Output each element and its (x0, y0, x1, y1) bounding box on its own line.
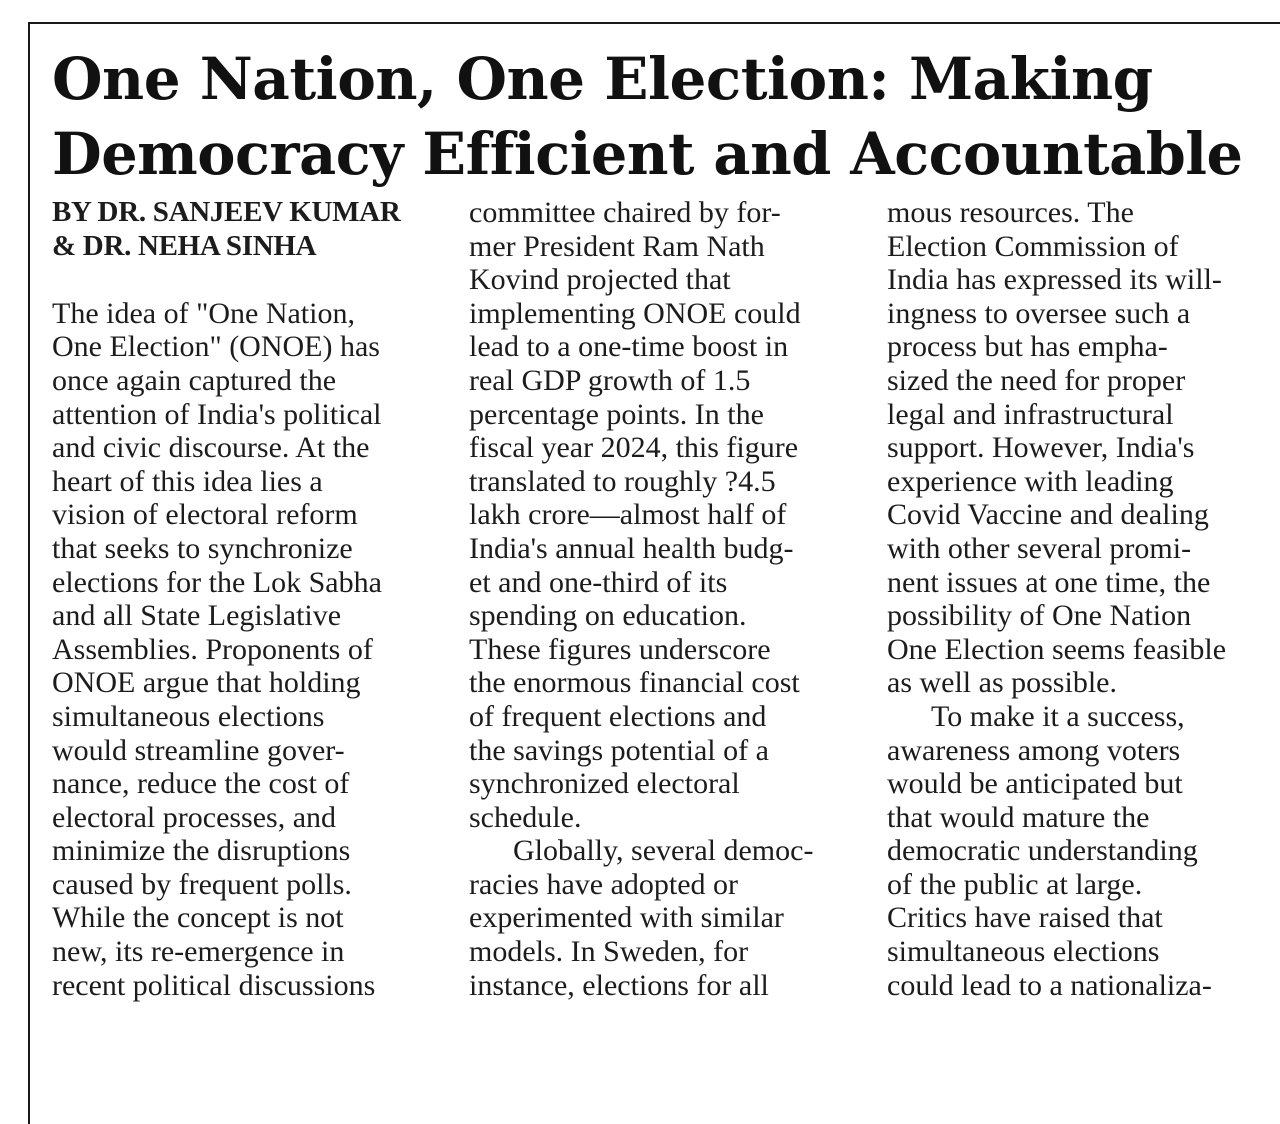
text-line: While the concept is not (52, 901, 344, 935)
article-column-1 (52, 196, 400, 1002)
text-line: minimize the disruptions (52, 834, 351, 868)
byline-line: BY DR. SANJEEV KUMAR (52, 196, 401, 228)
text-line: committee chaired by for- (469, 196, 781, 229)
text-line: Assemblies. Proponents of (52, 632, 373, 666)
text-line: fiscal year 2024, this figure (469, 431, 799, 465)
text-line: sized the need for proper (887, 363, 1186, 397)
text-line: To make it a success, (931, 699, 1185, 733)
text-line: would streamline gover- (52, 733, 345, 767)
text-line: new, its re-emergence in (52, 935, 345, 969)
text-line: real GDP growth of 1.5 (469, 363, 751, 397)
text-line: that seeks to synchronize (52, 531, 353, 565)
column-3-paragraph-1 (887, 196, 1226, 700)
text-line: ingness to oversee such a (887, 296, 1191, 330)
text-line: lead to a one-time boost in (469, 330, 789, 364)
text-line: simultaneous elections (887, 935, 1160, 969)
text-line: the enormous financial cost (469, 666, 800, 700)
text-line: percentage points. In the (469, 397, 764, 431)
text-line: experimented with similar (469, 901, 784, 935)
text-line: India has expressed its will- (887, 263, 1222, 297)
headline-line: One Nation, One Election: Making (52, 45, 1153, 113)
text-line: possibility of One Nation (887, 599, 1192, 633)
column-3-paragraph-2 (887, 700, 1226, 1002)
text-line: heart of this idea lies a (52, 464, 323, 498)
text-line: One Election seems feasible (887, 632, 1227, 666)
text-line: process but has empha- (887, 330, 1168, 364)
text-line: implementing ONOE could (469, 296, 801, 330)
text-line: as well as possible. (887, 666, 1117, 700)
column-2-paragraph-2 (469, 834, 813, 1002)
text-line: ONOE argue that holding (52, 666, 361, 700)
text-line: attention of India's political (52, 397, 382, 431)
text-line: democratic understanding (887, 834, 1198, 868)
text-line: synchronized electoral (469, 767, 740, 801)
text-line: et and one-third of its (469, 565, 728, 599)
text-line: mer President Ram Nath (469, 229, 765, 263)
text-line: with other several promi- (887, 531, 1192, 565)
text-line: once again captured the (52, 363, 337, 397)
text-line: Critics have raised that (887, 901, 1163, 935)
text-line: translated to roughly ?4.5 (469, 464, 776, 498)
column-2-paragraph-1 (469, 196, 813, 834)
text-line: would be anticipated but (887, 767, 1183, 801)
text-line: experience with leading (887, 464, 1174, 498)
text-line: Globally, several democ- (513, 834, 814, 868)
text-line: could lead to a nationaliza- (887, 968, 1212, 1002)
text-line: India's annual health budg- (469, 531, 794, 565)
headline-line: Democracy Efficient and Accountable (52, 120, 1243, 188)
text-line: legal and infrastructural (887, 397, 1174, 431)
text-line: elections for the Lok Sabha (52, 565, 382, 599)
text-line: vision of electoral reform (52, 498, 358, 532)
text-line: electoral processes, and (52, 800, 337, 834)
text-line: nent issues at one time, the (887, 565, 1211, 599)
text-line: that would mature the (887, 800, 1150, 834)
text-line: recent political discussions (52, 968, 376, 1002)
text-line: One Election" (ONOE) has (52, 330, 380, 364)
text-line: spending on education. (469, 599, 747, 633)
text-line: mous resources. The (887, 196, 1134, 229)
text-line: lakh crore—almost half of (469, 498, 787, 532)
text-line: Covid Vaccine and dealing (887, 498, 1209, 532)
text-line: of the public at large. (887, 867, 1143, 901)
text-line: instance, elections for all (469, 968, 769, 1002)
paragraph-gap (52, 263, 400, 297)
newspaper-article (28, 22, 1280, 1124)
text-line: nance, reduce the cost of (52, 767, 350, 801)
text-line: simultaneous elections (52, 699, 325, 733)
text-line: Kovind projected that (469, 263, 731, 297)
text-line: and civic discourse. At the (52, 431, 370, 465)
text-line: of frequent elections and (469, 699, 767, 733)
text-line: support. However, India's (887, 431, 1195, 465)
text-line: models. In Sweden, for (469, 935, 749, 969)
text-line: and all State Legislative (52, 599, 342, 633)
text-line: schedule. (469, 800, 582, 834)
text-line: awareness among voters (887, 733, 1181, 767)
text-line: Election Commission of (887, 229, 1179, 263)
text-line: These figures underscore (469, 632, 771, 666)
text-line: caused by frequent polls. (52, 867, 352, 901)
text-line: racies have adopted or (469, 867, 739, 901)
text-line: the savings potential of a (469, 733, 769, 767)
byline (52, 196, 400, 263)
article-headline (52, 42, 1257, 192)
column-1-paragraph (52, 297, 400, 1002)
article-column-3 (887, 196, 1226, 1002)
byline-line: & DR. NEHA SINHA (52, 229, 317, 262)
text-line: The idea of "One Nation, (52, 296, 355, 330)
article-column-2 (469, 196, 813, 1002)
